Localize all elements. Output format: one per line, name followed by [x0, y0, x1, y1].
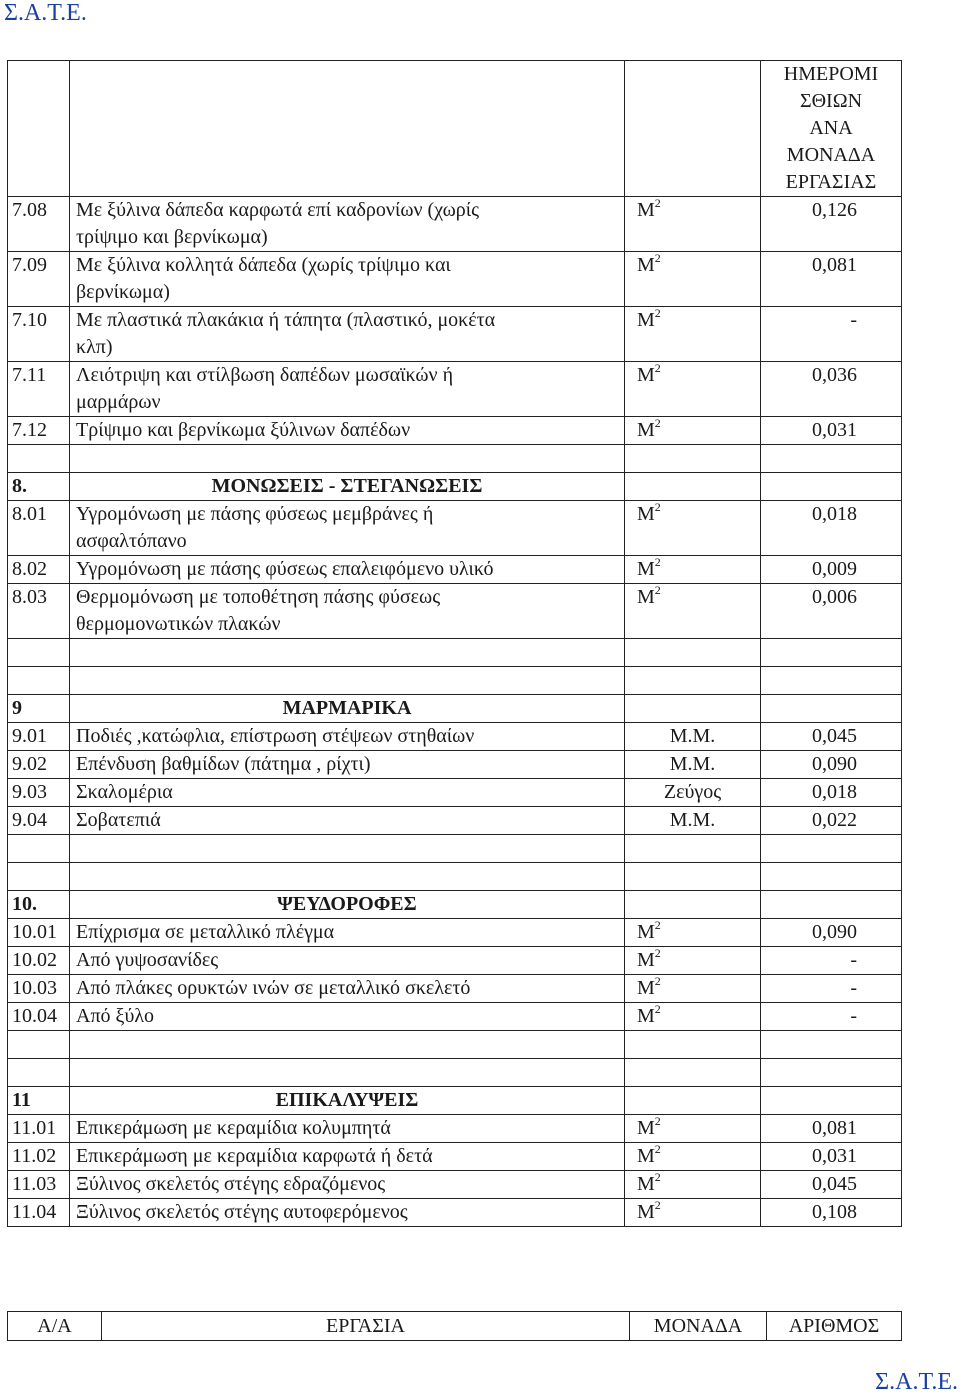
item-unit-text: Μ [637, 1145, 655, 1167]
item-description [70, 501, 625, 556]
item-description [70, 362, 625, 417]
footer-brand: Σ.Α.Τ.Ε. [875, 1369, 958, 1395]
item-number: 9.01 [8, 723, 70, 751]
table-row [8, 807, 902, 835]
item-unit-exponent: 2 [654, 1114, 661, 1128]
table-row [8, 779, 902, 807]
item-description-line1: Σοβατεπιά [76, 809, 161, 831]
item-description-line1: Τρίψιμο και βερνίκωμα ξύλινων δαπέδων [76, 419, 411, 441]
section-number: 9 [8, 695, 70, 723]
column-header-daywork: ΗΜΕΡΟΜΙ ΣΘΙΩΝ ΑΝΑ ΜΟΝΑΔΑ ΕΡΓΑΣΙΑΣ [761, 61, 902, 197]
item-description-line1: Σκαλομέρια [76, 781, 173, 803]
table-row [8, 362, 902, 417]
item-description-line2: μαρμάρων [76, 391, 161, 413]
item-description-line1: Ξύλινος σκελετός στέγης εδραζόμενος [76, 1173, 386, 1195]
empty-cell [625, 639, 761, 667]
empty-cell [8, 835, 70, 863]
empty-cell [625, 863, 761, 891]
table-row [8, 556, 902, 584]
item-unit [625, 584, 761, 639]
item-unit [625, 947, 761, 975]
item-quantity: 0,009 [761, 556, 902, 584]
item-number: 9.04 [8, 807, 70, 835]
table-row [8, 919, 902, 947]
empty-cell [70, 639, 625, 667]
section-number: 11 [8, 1087, 70, 1115]
item-description [70, 1115, 625, 1143]
item-number: 7.09 [8, 252, 70, 307]
item-unit [625, 501, 761, 556]
item-description-line2: τρίψιμο και βερνίκωμα) [76, 226, 268, 248]
item-unit-text: Μ [637, 1117, 655, 1139]
item-description-line1: Με ξύλινα δάπεδα καρφωτά επί καδρονίων (χωρίς [76, 199, 480, 221]
item-unit-exponent: 2 [654, 918, 661, 932]
empty-cell [625, 473, 761, 501]
item-unit [625, 723, 761, 751]
table-row [8, 501, 902, 556]
item-unit-exponent: 2 [654, 946, 661, 960]
item-description [70, 779, 625, 807]
item-description [70, 1171, 625, 1199]
empty-cell [8, 667, 70, 695]
empty-cell [70, 1059, 625, 1087]
item-description-line1: Επίχρισμα σε μεταλλικό πλέγμα [76, 921, 335, 943]
col-label-number: ΑΡΙΘΜΟΣ [767, 1312, 902, 1341]
item-unit-text: Μ [637, 586, 655, 608]
col-label-work: ΕΡΓΑΣΙΑ [102, 1312, 630, 1341]
item-unit [625, 779, 761, 807]
item-number: 7.11 [8, 362, 70, 417]
item-number: 7.08 [8, 197, 70, 252]
section-header-row [8, 891, 902, 919]
item-description [70, 197, 625, 252]
empty-cell [625, 835, 761, 863]
item-description-line1: Από γυψοσανίδες [76, 949, 219, 971]
item-unit-exponent: 2 [654, 974, 661, 988]
empty-cell [625, 695, 761, 723]
item-description-line1: Θερμομόνωση με τοποθέτηση πάσης φύσεως [76, 586, 441, 608]
empty-cell [761, 473, 902, 501]
table-row [8, 197, 902, 252]
item-description-line1: Επένδυση βαθμίδων (πάτημα , ρίχτι) [76, 753, 371, 775]
item-unit-exponent: 2 [654, 500, 661, 514]
empty-cell [761, 891, 902, 919]
empty-cell [8, 445, 70, 473]
item-description [70, 975, 625, 1003]
item-description [70, 723, 625, 751]
work-items-table [7, 60, 902, 1227]
item-unit [625, 1143, 761, 1171]
item-quantity: 0,108 [761, 1199, 902, 1227]
item-unit-exponent: 2 [654, 1142, 661, 1156]
item-quantity: 0,090 [761, 751, 902, 779]
item-quantity: - [761, 1003, 902, 1031]
col-label-unit: ΜΟΝΑΔΑ [630, 1312, 767, 1341]
empty-row [8, 835, 902, 863]
empty-cell [761, 1087, 902, 1115]
item-number: 11.01 [8, 1115, 70, 1143]
empty-cell [8, 1059, 70, 1087]
item-unit-exponent: 2 [654, 583, 661, 597]
item-number: 9.03 [8, 779, 70, 807]
empty-cell [70, 835, 625, 863]
section-header-row [8, 1087, 902, 1115]
item-unit-text: Μ [637, 977, 655, 999]
item-unit-text: Μ [637, 419, 655, 441]
item-description-line2: κλπ) [76, 336, 113, 358]
item-unit-exponent: 2 [654, 1198, 661, 1212]
item-number: 8.01 [8, 501, 70, 556]
item-quantity: 0,018 [761, 779, 902, 807]
item-quantity: 0,126 [761, 197, 902, 252]
item-description [70, 584, 625, 639]
item-number: 10.04 [8, 1003, 70, 1031]
item-unit [625, 362, 761, 417]
section-title: ΨΕΥΔΟΡΟΦΕΣ [70, 891, 625, 919]
table-row [8, 723, 902, 751]
table-row [8, 947, 902, 975]
item-unit [625, 1115, 761, 1143]
item-unit-text: Ζεύγος [663, 781, 722, 803]
table-row [8, 417, 902, 445]
item-description-line1: Επικεράμωση με κεραμίδια καρφωτά ή δετά [76, 1145, 433, 1167]
item-quantity: - [761, 975, 902, 1003]
item-description-line2: βερνίκωμα) [76, 281, 170, 303]
item-unit-text: Μ [637, 199, 655, 221]
item-number: 7.10 [8, 307, 70, 362]
table-row [8, 584, 902, 639]
item-unit [625, 1003, 761, 1031]
item-unit-text: Μ.Μ. [669, 725, 716, 747]
item-unit [625, 975, 761, 1003]
section-number: 10. [8, 891, 70, 919]
item-description-line1: Ξύλινος σκελετός στέγης αυτοφερόμενος [76, 1201, 408, 1223]
item-quantity: 0,090 [761, 919, 902, 947]
item-unit [625, 1171, 761, 1199]
item-unit [625, 307, 761, 362]
table-row [8, 751, 902, 779]
item-quantity: 0,022 [761, 807, 902, 835]
column-labels-table [7, 1311, 902, 1341]
section-header-row [8, 473, 902, 501]
table-row [8, 1143, 902, 1171]
item-description [70, 1143, 625, 1171]
item-description [70, 556, 625, 584]
item-quantity: 0,036 [761, 362, 902, 417]
empty-cell [761, 639, 902, 667]
item-unit [625, 751, 761, 779]
empty-cell [761, 1031, 902, 1059]
empty-cell [625, 667, 761, 695]
item-quantity: - [761, 307, 902, 362]
empty-row [8, 667, 902, 695]
item-description [70, 252, 625, 307]
item-description [70, 1199, 625, 1227]
item-unit [625, 919, 761, 947]
item-description [70, 919, 625, 947]
item-number: 10.01 [8, 919, 70, 947]
item-description-line2: θερμομονωτικών πλακών [76, 613, 281, 635]
item-unit [625, 807, 761, 835]
item-description-line1: Ποδιές ,κατώφλια, επίστρωση στέψεων στηθαίων [76, 725, 475, 747]
item-unit-text: Μ.Μ. [669, 753, 716, 775]
section-header-row [8, 695, 902, 723]
item-unit-text: Μ [637, 309, 655, 331]
item-unit-exponent: 2 [654, 306, 661, 320]
item-quantity: 0,031 [761, 417, 902, 445]
column-header-row [8, 61, 902, 197]
item-unit-exponent: 2 [654, 416, 661, 430]
empty-cell [70, 863, 625, 891]
item-number: 10.03 [8, 975, 70, 1003]
item-number: 11.02 [8, 1143, 70, 1171]
item-description [70, 751, 625, 779]
item-quantity: 0,018 [761, 501, 902, 556]
header-brand: Σ.Α.Τ.Ε. [4, 0, 87, 26]
empty-cell [625, 445, 761, 473]
table-row [8, 1199, 902, 1227]
table-row [8, 1115, 902, 1143]
item-unit-text: Μ [637, 1201, 655, 1223]
item-unit-exponent: 2 [654, 555, 661, 569]
empty-row [8, 1031, 902, 1059]
item-unit-text: Μ [637, 503, 655, 525]
item-unit-text: Μ [637, 558, 655, 580]
item-number: 11.03 [8, 1171, 70, 1199]
item-description-line1: Με πλαστικά πλακάκια ή τάπητα (πλαστικό, μοκέτα [76, 309, 496, 331]
item-number: 10.02 [8, 947, 70, 975]
table-row [8, 252, 902, 307]
item-unit-text: Μ [637, 254, 655, 276]
item-description [70, 1003, 625, 1031]
item-unit [625, 417, 761, 445]
item-number: 7.12 [8, 417, 70, 445]
item-quantity: 0,045 [761, 1171, 902, 1199]
table-row [8, 1003, 902, 1031]
empty-cell [761, 863, 902, 891]
empty-cell [761, 835, 902, 863]
item-description-line2: ασφαλτόπανο [76, 530, 187, 552]
empty-cell [761, 1059, 902, 1087]
empty-cell [625, 891, 761, 919]
empty-row [8, 863, 902, 891]
item-description-line1: Υγρομόνωση με πάσης φύσεως μεμβράνες ή [76, 503, 434, 525]
empty-cell [70, 445, 625, 473]
item-quantity: 0,081 [761, 1115, 902, 1143]
table-row [8, 975, 902, 1003]
item-unit-exponent: 2 [654, 196, 661, 210]
empty-cell [70, 667, 625, 695]
item-description-line1: Με ξύλινα κολλητά δάπεδα (χωρίς τρίψιμο και [76, 254, 451, 276]
item-number: 8.02 [8, 556, 70, 584]
empty-cell [8, 863, 70, 891]
table-row [8, 1171, 902, 1199]
item-number: 8.03 [8, 584, 70, 639]
empty-cell [761, 445, 902, 473]
item-description [70, 947, 625, 975]
item-quantity: 0,031 [761, 1143, 902, 1171]
item-quantity: 0,081 [761, 252, 902, 307]
item-description [70, 307, 625, 362]
section-title: ΜΟΝΩΣΕΙΣ - ΣΤΕΓΑΝΩΣΕΙΣ [70, 473, 625, 501]
empty-cell [625, 1087, 761, 1115]
item-quantity: - [761, 947, 902, 975]
section-title: ΕΠΙΚΑΛΥΨΕΙΣ [70, 1087, 625, 1115]
empty-cell [8, 639, 70, 667]
empty-row [8, 639, 902, 667]
item-unit-exponent: 2 [654, 1170, 661, 1184]
empty-cell [625, 1059, 761, 1087]
item-unit-text: Μ [637, 921, 655, 943]
item-quantity: 0,045 [761, 723, 902, 751]
item-unit-exponent: 2 [654, 1002, 661, 1016]
item-unit-exponent: 2 [654, 251, 661, 265]
item-unit-exponent: 2 [654, 361, 661, 375]
item-quantity: 0,006 [761, 584, 902, 639]
table-row [8, 307, 902, 362]
item-unit-text: Μ [637, 949, 655, 971]
empty-row [8, 445, 902, 473]
empty-cell [8, 1031, 70, 1059]
section-title: ΜΑΡΜΑΡΙΚΑ [70, 695, 625, 723]
item-unit [625, 556, 761, 584]
item-description-line1: Υγρομόνωση με πάσης φύσεως επαλειφόμενο υλικό [76, 558, 494, 580]
item-number: 9.02 [8, 751, 70, 779]
empty-cell [761, 695, 902, 723]
empty-cell [70, 1031, 625, 1059]
item-description-line1: Επικεράμωση με κεραμίδια κολυμπητά [76, 1117, 391, 1139]
item-unit-text: Μ [637, 364, 655, 386]
item-description [70, 807, 625, 835]
item-description-line1: Λειότριψη και στίλβωση δαπέδων μωσαϊκών ή [76, 364, 454, 386]
section-number: 8. [8, 473, 70, 501]
empty-cell [625, 1031, 761, 1059]
item-unit [625, 1199, 761, 1227]
item-unit [625, 252, 761, 307]
item-unit-text: Μ.Μ. [669, 809, 716, 831]
item-description-line1: Από ξύλο [76, 1005, 155, 1027]
item-description-line1: Από πλάκες ορυκτών ινών σε μεταλλικό σκελετό [76, 977, 471, 999]
item-number: 11.04 [8, 1199, 70, 1227]
item-unit-text: Μ [637, 1005, 655, 1027]
empty-row [8, 1059, 902, 1087]
empty-cell [761, 667, 902, 695]
item-description [70, 417, 625, 445]
item-unit-text: Μ [637, 1173, 655, 1195]
col-label-aa: Α/Α [8, 1312, 102, 1341]
item-unit [625, 197, 761, 252]
